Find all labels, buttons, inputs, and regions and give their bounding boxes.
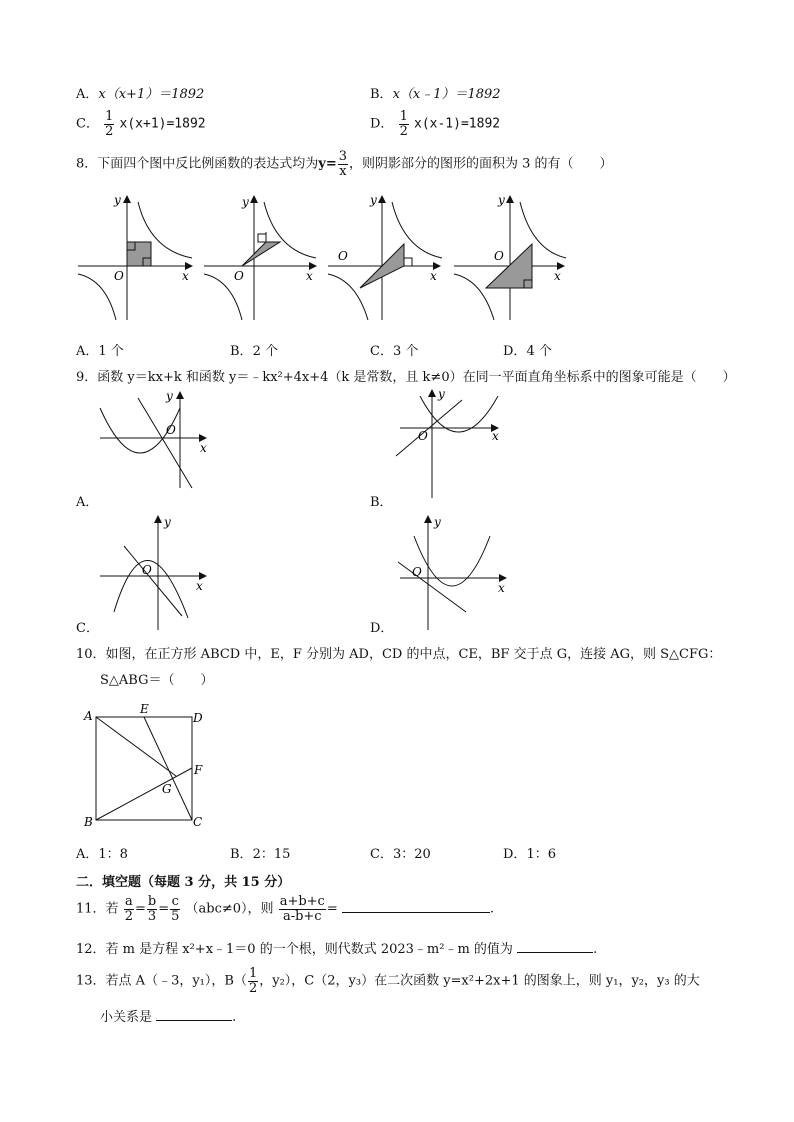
q9-label-b: B．	[370, 495, 393, 510]
q9-stem: 9．函数 y＝kx+k 和函数 y＝﹣kx²+4x+4（k 是常数，且 k≠0）在同一平面直角坐标系中的图象可能是（ ）	[76, 370, 736, 385]
q10-point-a: A	[84, 709, 93, 723]
q8-g1-x: x	[182, 269, 189, 283]
q7-option-d: D． $\frac{1}{2}$ x(x-1)=1892	[370, 109, 501, 139]
q7-option-a: A．x（x+1）＝1892	[76, 87, 205, 102]
q13-line2: 小关系是 .	[100, 1010, 237, 1025]
q10-option-c: C．3：20	[370, 847, 431, 862]
q13-line1: 13．若点 A（﹣3，y₁），B（ $\frac{1}{2}$ ，y₂），C（2，y₃）在二次函数 y=x²+2x+1 的图象上，则 y₁，y₂，y₃ 的大	[76, 966, 700, 996]
q8-g2-origin: O	[234, 269, 244, 283]
q9-b-y: y	[438, 387, 445, 401]
q9-c-x: x	[196, 579, 203, 593]
q8-graph-3	[328, 193, 442, 320]
q12-answer-blank[interactable]	[517, 952, 593, 953]
q8-g3-y: y	[370, 193, 377, 207]
q10-point-d: D	[193, 711, 203, 725]
q8-stem: 8．下面四个图中反比例函数的表达式均为y= $\frac{3}{x}$ ，则阴影部分的图形的面积为 3 的有（ ）	[76, 149, 613, 179]
q9-a-x: x	[200, 441, 207, 455]
q10-point-f: F	[194, 763, 203, 777]
q8-g2-y: y	[242, 195, 249, 209]
q9-c-y: y	[164, 515, 171, 529]
q10-point-e: E	[140, 702, 149, 716]
q10-option-d: D．1：6	[503, 847, 556, 862]
q10-stem-line2: S△ABG＝（ ）	[100, 673, 214, 688]
q8-graph-2	[204, 195, 316, 320]
q8-graph-1	[78, 193, 192, 320]
q8-g1-y: y	[114, 193, 121, 207]
q8-option-d: D．4 个	[503, 344, 552, 359]
q8-g4-origin: O	[494, 249, 504, 263]
q10-point-b: B	[84, 815, 93, 829]
q8-option-b: B．2 个	[230, 344, 278, 359]
q8-g4-y: y	[498, 193, 505, 207]
q9-graph-a	[100, 389, 207, 488]
section-title: 二．填空题（每题 3 分，共 15 分）	[76, 875, 291, 890]
q9-label-c: C．	[76, 621, 99, 636]
q9-label-a: A．	[76, 495, 99, 510]
q9-graph-b	[396, 387, 499, 498]
q11: 11．若 $\frac{a}{2}$ = $\frac{b}{3}$ = $\frac{c}{5}$ （abc≠0），则 $\frac{a+b+c}{a-b+c}$ = .	[76, 894, 495, 924]
q7-option-c: C． $\frac{1}{2}$ x(x+1)=1892	[76, 109, 206, 139]
q8-option-a: A．1 个	[76, 344, 124, 359]
q10-point-c: C	[193, 815, 203, 829]
q9-a-origin: O	[166, 423, 176, 437]
q9-a-y: y	[166, 389, 173, 403]
q13-answer-blank[interactable]	[156, 1020, 232, 1021]
q8-g1-origin: O	[114, 269, 124, 283]
q8-g3-x: x	[430, 269, 437, 283]
q9-b-x: x	[492, 429, 499, 443]
q10-option-a: A．1：8	[76, 847, 128, 862]
q8-graphs	[70, 188, 570, 323]
q11-answer-blank[interactable]	[342, 912, 490, 913]
q9-label-d: D．	[370, 621, 394, 636]
q8-option-c: C．3 个	[370, 344, 419, 359]
q9-c-origin: O	[142, 563, 152, 577]
q9-d-x: x	[498, 581, 505, 595]
q9-d-y: y	[434, 515, 441, 529]
q12: 12．若 m 是方程 x²+x﹣1＝0 的一个根，则代数式 2023﹣m²﹣m 的值为 .	[76, 942, 598, 957]
q10-square-figure	[80, 700, 220, 832]
q7-option-b: B．x（x﹣1）＝1892	[370, 87, 501, 102]
q10-stem-line1: 10．如图，在正方形 ABCD 中，E，F 分别为 AD，CD 的中点，CE，BF 交于点 G，连接 AG，则 S△CFG：	[76, 647, 722, 662]
q9-b-origin: O	[418, 429, 428, 443]
q9-graph-d	[398, 515, 506, 630]
q10-option-b: B．2：15	[230, 847, 291, 862]
q8-g3-origin: O	[338, 249, 348, 263]
q8-g4-x: x	[554, 269, 561, 283]
q9-graphs	[70, 386, 520, 636]
q9-graph-c	[100, 515, 206, 630]
q9-d-origin: O	[412, 565, 422, 579]
q10-point-g: G	[162, 782, 172, 796]
q8-graph-4	[454, 193, 566, 320]
q8-g2-x: x	[306, 269, 313, 283]
